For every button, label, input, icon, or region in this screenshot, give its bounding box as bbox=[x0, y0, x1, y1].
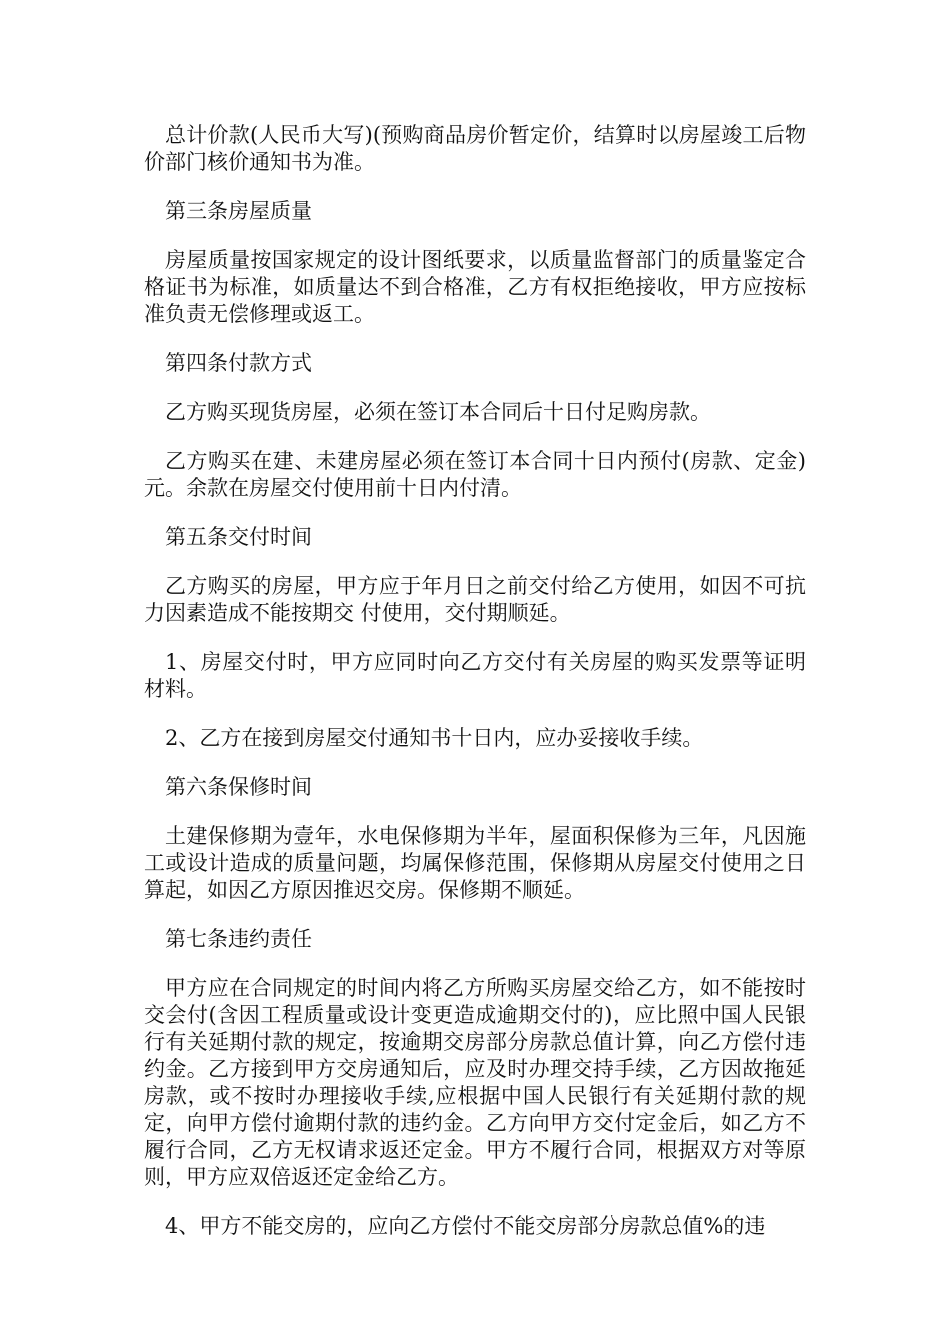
paragraph-delivery-item-2: 2、乙方在接到房屋交付通知书十日内，应办妥接收手续。 bbox=[165, 726, 704, 750]
paragraph-payment-presale: 乙方购买在建、未建房屋必须在签订本合同十日内预付(房款、定金)元。余款在房屋交付使用前十日内付清。 bbox=[144, 449, 806, 500]
paragraph-quality: 房屋质量按国家规定的设计图纸要求，以质量监督部门的质量鉴定合格证书为标准，如质量达不到合格准，乙方有权拒绝接收，甲方应按标准负责无偿修理或返工。 bbox=[144, 248, 806, 326]
paragraph-delivery-time: 乙方购买的房屋，甲方应于年月日之前交付给乙方使用，如因不可抗力因素造成不能按期交 付使用，交付期顺延。 bbox=[144, 574, 806, 625]
heading-article-3: 第三条房屋质量 bbox=[165, 199, 312, 223]
heading-article-5: 第五条交付时间 bbox=[165, 525, 312, 549]
paragraph-warranty: 土建保修期为壹年，水电保修期为半年，屋面积保修为三年，凡因施工或设计造成的质量问题，均属保修范围，保修期从房屋交付使用之日算起，如因乙方原因推迟交房。保修期不顺延。 bbox=[144, 824, 806, 902]
heading-article-6: 第六条保修时间 bbox=[165, 775, 312, 799]
heading-article-4: 第四条付款方式 bbox=[165, 351, 312, 375]
document-body bbox=[144, 122, 806, 1262]
paragraph-delivery-item-1: 1、房屋交付时，甲方应同时向乙方交付有关房屋的购买发票等证明材料。 bbox=[144, 650, 806, 701]
paragraph-liability-item-4: 4、甲方不能交房的，应向乙方偿付不能交房部分房款总值%的违 bbox=[165, 1214, 766, 1238]
paragraph-total-price: 总计价款(人民币大写)(预购商品房价暂定价，结算时以房屋竣工后物价部门核价通知书为准。 bbox=[144, 123, 806, 174]
paragraph-payment-spot: 乙方购买现货房屋，必须在签订本合同后十日付足购房款。 bbox=[165, 400, 711, 424]
heading-article-7: 第七条违约责任 bbox=[165, 927, 312, 951]
paragraph-liability: 甲方应在合同规定的时间内将乙方所购买房屋交给乙方，如不能按时交会付(含因工程质量或设计变更造成逾期交付的)，应比照中国人民银行有关延期付款的规定，按逾期交房部分房款总值计算，向乙方偿付违约金。乙方接到甲方交房通知后，应及时办理交持手续，乙方因故拖延房款，或不按时办理接收手续,应根据中国人民银行有关延期付款的规定，向甲方偿付逾期付款的违约金。乙方向甲方交付定金后，如乙方不履行合同，乙方无权请求返还定金。甲方不履行合同，根据双方对等原则，甲方应双倍返还定金给乙方。 bbox=[144, 976, 806, 1189]
